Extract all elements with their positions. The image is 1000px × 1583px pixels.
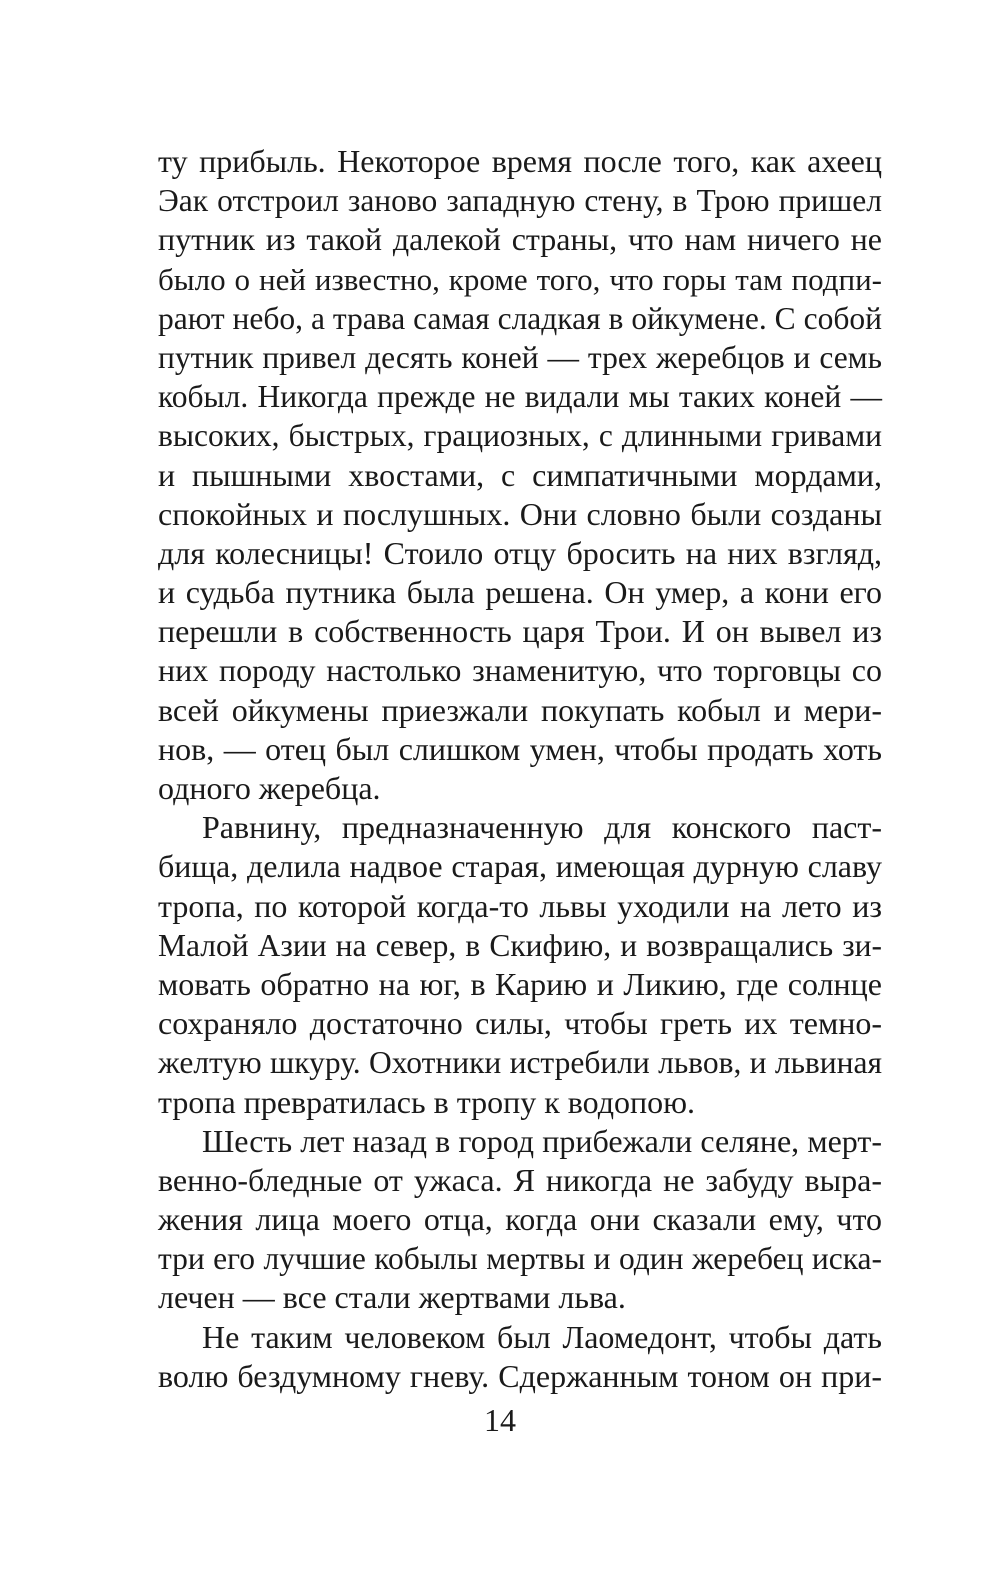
text-line: путник привел десять коней — трех жеребцов и семь (158, 339, 882, 375)
text-line: и судьба путника была решена. Он умер, а кони его (158, 574, 882, 611)
text-line: Не таким человеком был Лаомедонт, чтобы дать (202, 1318, 882, 1355)
text-line: лечен — все стали жертвами льва. (158, 1279, 626, 1316)
text-line: тропа превратилась в тропу к водопою. (158, 1083, 696, 1120)
text-line: путник из такой далекой страны, что нам ничего не (158, 221, 882, 258)
text-line: нов, — отец был слишком умен, чтобы продать хоть (158, 730, 882, 767)
text-line: для колесницы! Стоило отцу бросить на них взгляд, (158, 534, 882, 571)
text-line: волю бездумному гневу. Сдержанным тоном он при- (158, 1357, 882, 1394)
text-line: Шесть лет назад в город прибежали селяне, мерт- (202, 1122, 882, 1159)
text-line: Равнину, предназначенную для конского паст- (202, 809, 882, 846)
text-line: ту прибыль. Некоторое время после того, как ахеец (158, 143, 882, 179)
text-line: было о ней известно, кроме того, что горы там подпи- (158, 261, 882, 297)
text-line: перешли в собственность царя Трои. И он вывел из (158, 613, 882, 650)
text-line: Малой Азии на север, в Скифию, и возвращались зи- (158, 927, 882, 963)
text-line: венно-бледные от ужаса. Я никогда не забуду выра- (158, 1161, 882, 1198)
text-line: мовать обратно на юг, в Карию и Ликию, где солнце (158, 965, 882, 1002)
text-line: три его лучшие кобылы мертвы и один жеребец иска- (158, 1241, 882, 1277)
text-line: них породу настолько знаменитую, что торговцы со (158, 652, 882, 689)
text-line: тропа, по которой когда-то львы уходили на лето из (158, 887, 882, 924)
text-line: спокойных и послушных. Они словно были созданы (158, 495, 882, 532)
body-text (158, 142, 882, 1396)
text-line: желтую шкуру. Охотники истребили львов, и львиная (158, 1045, 882, 1081)
text-line: всей ойкумены приезжали покупать кобыл и мери- (158, 691, 882, 728)
text-line: рают небо, а трава самая сладкая в ойкумене. С собой (158, 300, 882, 336)
text-line: сохраняло достаточно силы, чтобы греть их темно- (158, 1005, 882, 1042)
text-line: бища, делила надвое старая, имеющая дурную славу (158, 848, 882, 885)
page-number: 14 (484, 1402, 516, 1438)
text-line: жения лица моего отца, когда они сказали ему, что (158, 1201, 882, 1238)
text-line: одного жеребца. (158, 770, 381, 806)
text-line: Эак отстроил заново западную стену, в Трою пришел (158, 183, 882, 219)
text-line: высоких, быстрых, грациозных, с длинными гривами (158, 418, 882, 454)
text-line: и пышными хвостами, с симпатичными мордами, (158, 456, 882, 493)
text-line: кобыл. Никогда прежде не видали мы таких коней — (158, 379, 882, 415)
